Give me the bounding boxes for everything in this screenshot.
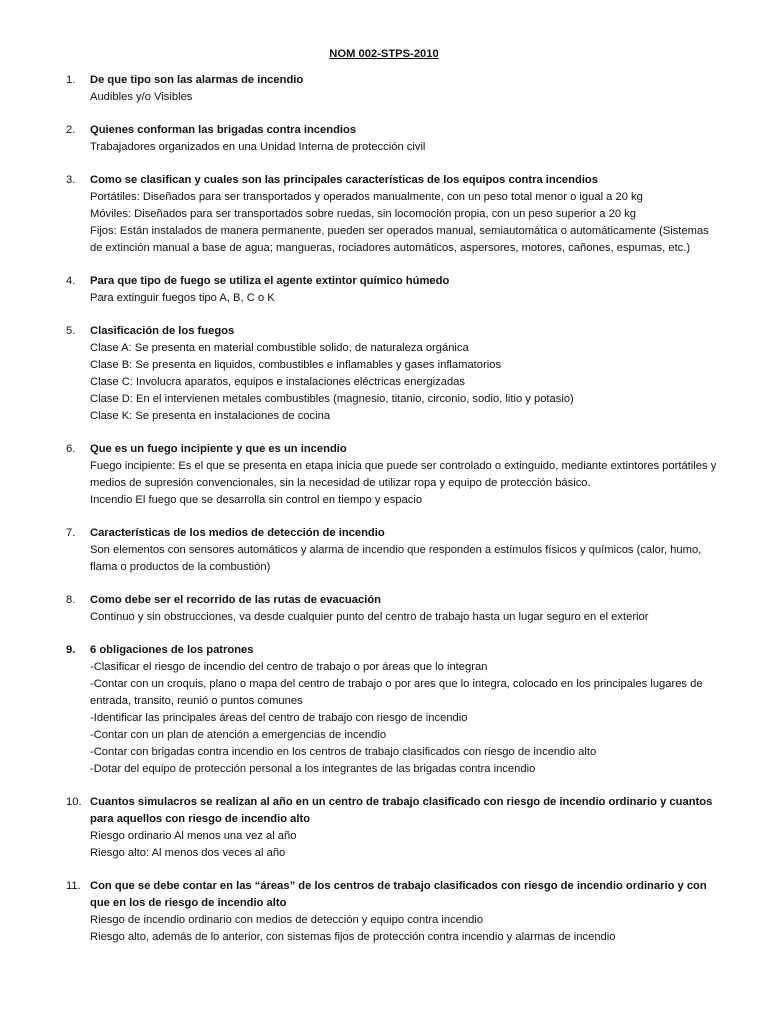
question-number: 2. [66,124,76,136]
question-number: 5. [66,325,76,337]
question-text: Quienes conforman las brigadas contra incendios [90,124,357,136]
question-body [90,878,722,946]
question-text: Cuantos simulacros se realizan al año en un centro de trabajo clasificado con riesgo de incendio ordinario y cuantos para aquellos con riesgo de incendio alto [90,796,713,825]
question-number: 6. [66,443,76,455]
answer-line: Riesgo alto, además de lo anterior, con sistemas fijos de protección contra incendio y alarmas de incendio [90,931,616,943]
question-item [0,122,768,156]
question-item [0,72,768,106]
question-number: 10. [66,796,82,808]
answer-line: Trabajadores organizados en una Unidad Interna de protección civil [90,141,426,153]
answer-line: Móviles: Diseñados para ser transportados sobre ruedas, sin locomoción propia, con un peso superior a 20 kg [90,208,637,220]
answer-line: -Contar con un croquis, plano o mapa del centro de trabajo o por ares que lo integra, colocado en los principales lugares de entrada, transito, reunió o puntos comunes [90,678,703,707]
answer-line: Clase B: Se presenta en liquidos, combustibles e inflamables y gases inflamatorios [90,359,502,371]
question-text: De que tipo son las alarmas de incendio [90,74,304,86]
answer-line: Clase C: Involucra aparatos, equipos e instalaciones eléctricas energizadas [90,376,465,388]
document-title: NOM 002-STPS-2010 [329,48,439,60]
question-body [90,323,722,425]
question-item [0,642,768,778]
question-item [0,878,768,946]
answer-line: -Dotar del equipo de protección personal a los integrantes de las brigadas contra incendio [90,763,536,775]
question-text: Con que se debe contar en las “áreas” de los centros de trabajo clasificados con riesgo de incendio ordinario y con que en los de riesgo de incendio alto [90,880,707,909]
question-body [90,592,722,626]
question-item [0,525,768,576]
answer-line: Clase K: Se presenta en instalaciones de cocina [90,410,331,422]
answer-line: -Contar con un plan de atención a emergencias de incendio [90,729,387,741]
answer-line: Audibles y/o Visibles [90,91,193,103]
question-body [90,122,722,156]
question-body [90,525,722,576]
question-text: Como debe ser el recorrido de las rutas de evacuación [90,594,381,606]
question-number: 1. [66,74,76,86]
question-list [0,72,768,962]
answer-line: Clase D: En el intervienen metales combustibles (magnesio, titanio, circonio, sodio, litio y potasio) [90,393,574,405]
answer-line: -Identificar las principales áreas del centro de trabajo con riesgo de incendio [90,712,468,724]
question-body [90,172,722,257]
question-item [0,323,768,425]
question-body [90,794,722,862]
question-body [90,441,722,509]
question-text: Clasificación de los fuegos [90,325,235,337]
answer-line: Portátiles: Diseñados para ser transportados y operados manualmente, con un peso total menor o igual a 20 kg [90,191,643,203]
question-item [0,794,768,862]
question-text: Para que tipo de fuego se utiliza el agente extintor químico húmedo [90,275,450,287]
question-body [90,72,722,106]
answer-line: Riesgo ordinario Al menos una vez al año [90,830,297,842]
question-text: 6 obligaciones de los patrones [90,644,254,656]
question-text: Que es un fuego incipiente y que es un incendio [90,443,347,455]
question-item [0,441,768,509]
answer-line: Riesgo alto: Al menos dos veces al año [90,847,286,859]
answer-line: Son elementos con sensores automáticos y alarma de incendio que responden a estímulos físicos y químicos (calor, humo, flama o productos de la combustión) [90,544,702,573]
question-body [90,642,722,778]
answer-line: Clase A: Se presenta en material combustible solido, de naturaleza orgánica [90,342,469,354]
answer-line: Riesgo de incendio ordinario con medios de detección y equipo contra incendio [90,914,484,926]
question-number: 4. [66,275,76,287]
question-item [0,273,768,307]
answer-line: Para extinguir fuegos tipo A, B, C o K [90,292,275,304]
answer-line: Fuego incipiente: Es el que se presenta en etapa inicia que puede ser controlado o extinguido, mediante extintores portátiles y medios de supresión convencionales, sin la necesidad de utilizar ropa y equipo de protección básico. [90,460,717,489]
answer-line: Fijos: Están instalados de manera permanente, pueden ser operados manual, semiautomática o automáticamente (Sistemas de extinción manual a base de agua; mangueras, rociadores automáticos, aspersores, motores, cañones, espumas, etc.) [90,225,709,254]
question-number: 9. [66,644,76,656]
question-item [0,592,768,626]
answer-line: -Clasificar el riesgo de incendio del centro de trabajo o por áreas que lo integran [90,661,488,673]
question-number: 8. [66,594,76,606]
question-number: 3. [66,174,76,186]
question-number: 11. [66,880,81,892]
answer-line: Continuo y sin obstrucciones, va desde cualquier punto del centro de trabajo hasta un lugar seguro en el exterior [90,611,649,623]
question-item [0,172,768,257]
answer-line: Incendio El fuego que se desarrolla sin control en tiempo y espacio [90,494,423,506]
answer-line: -Contar con brigadas contra incendio en los centros de trabajo clasificados con riesgo de incendio alto [90,746,597,758]
question-number: 7. [66,527,76,539]
question-text: Características de los medios de detección de incendio [90,527,385,539]
question-text: Como se clasifican y cuales son las principales características de los equipos contra incendios [90,174,598,186]
question-body [90,273,722,307]
